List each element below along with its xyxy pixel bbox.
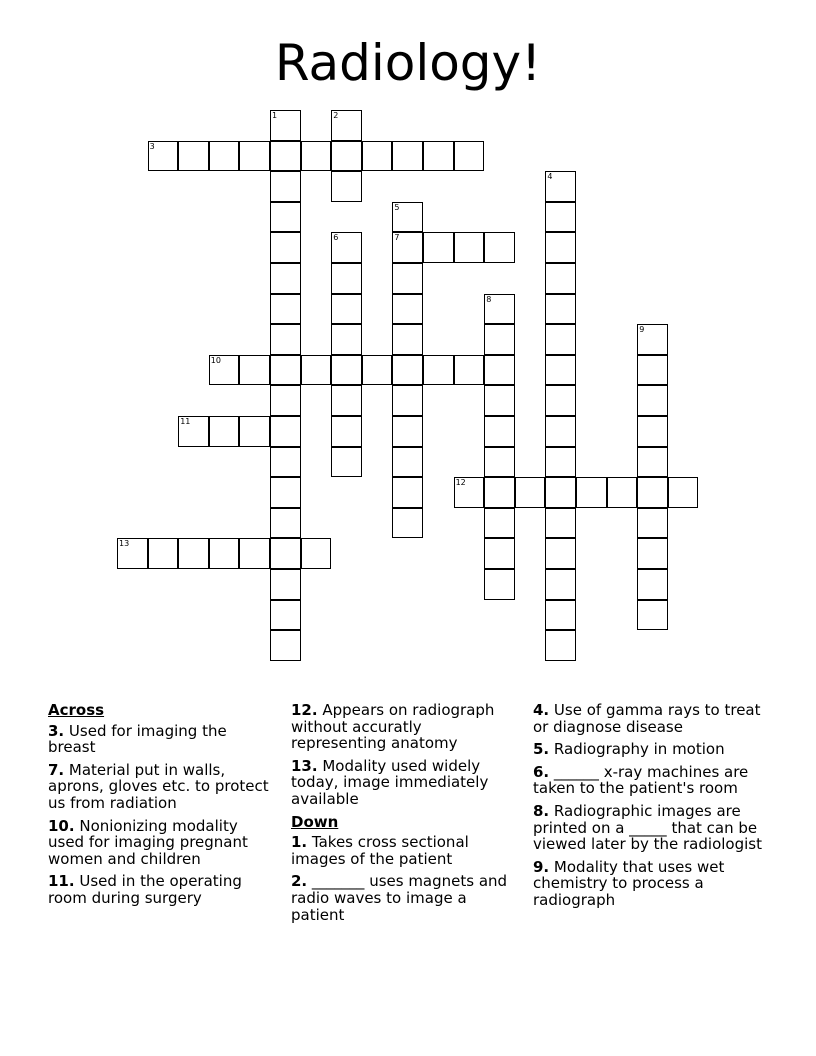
grid-cell[interactable] bbox=[270, 171, 301, 202]
grid-cell[interactable] bbox=[270, 263, 301, 294]
grid-cell[interactable] bbox=[484, 294, 515, 325]
grid-cell[interactable] bbox=[392, 141, 423, 172]
clue-down-4: 4. Use of gamma rays to treat or diagnose disease bbox=[533, 701, 761, 736]
clue-number: 12 bbox=[455, 478, 466, 488]
puzzle-title: Radiology! bbox=[274, 34, 542, 92]
grid-cell[interactable] bbox=[270, 508, 301, 539]
grid-cell[interactable] bbox=[637, 600, 668, 631]
clue-across-10: 10. Nonionizing modality used for imaging pregnant women and children bbox=[48, 816, 248, 868]
grid-cell[interactable] bbox=[239, 538, 270, 569]
grid-cell[interactable] bbox=[392, 202, 423, 233]
grid-cell[interactable] bbox=[392, 294, 423, 325]
grid-cell[interactable] bbox=[331, 294, 362, 325]
clue-down-9: 9. Modality that uses wet chemistry to process a radiograph bbox=[533, 857, 725, 909]
grid-cell[interactable] bbox=[331, 263, 362, 294]
grid-cell[interactable] bbox=[392, 447, 423, 478]
grid-cell[interactable] bbox=[117, 538, 148, 569]
clue-number: 13 bbox=[119, 539, 130, 549]
grid-cell[interactable] bbox=[423, 232, 454, 263]
clue-down-6: 6. ______ x-ray machines are taken to the patient's room bbox=[533, 762, 749, 798]
clue-number: 11 bbox=[180, 417, 191, 426]
grid-cell[interactable] bbox=[270, 232, 301, 263]
grid-cell[interactable] bbox=[301, 355, 332, 386]
grid-cell[interactable] bbox=[454, 477, 485, 508]
clue-number: 2 bbox=[333, 111, 339, 120]
grid-cell[interactable] bbox=[545, 569, 576, 600]
grid-cell[interactable] bbox=[331, 416, 362, 447]
grid-cell[interactable] bbox=[545, 508, 576, 539]
grid-cell[interactable] bbox=[331, 447, 362, 478]
clue-number: 8 bbox=[486, 294, 492, 304]
grid-cell[interactable] bbox=[301, 141, 332, 172]
grid-cell[interactable] bbox=[239, 355, 270, 386]
grid-cell[interactable] bbox=[454, 141, 485, 172]
grid-cell[interactable] bbox=[545, 171, 576, 202]
grid-cell[interactable] bbox=[331, 141, 362, 172]
grid-cell[interactable] bbox=[576, 477, 607, 508]
grid-cell[interactable] bbox=[454, 355, 485, 386]
clue-across-12: 12. Appears on radiograph without accuratly representing anatomy bbox=[291, 701, 495, 753]
grid-cell[interactable] bbox=[392, 232, 423, 263]
grid-cell[interactable] bbox=[270, 630, 301, 661]
grid-cell[interactable] bbox=[423, 355, 454, 386]
grid-cell[interactable] bbox=[484, 355, 515, 386]
grid-cell[interactable] bbox=[392, 324, 423, 355]
grid-cell[interactable] bbox=[270, 355, 301, 386]
grid-cell[interactable] bbox=[515, 477, 546, 508]
grid-cell[interactable] bbox=[270, 447, 301, 478]
grid-cell[interactable] bbox=[178, 538, 209, 569]
grid-cell[interactable] bbox=[423, 141, 454, 172]
grid-cell[interactable] bbox=[270, 294, 301, 325]
grid-cell[interactable] bbox=[331, 324, 362, 355]
clues-column-3 bbox=[533, 702, 763, 915]
clue-down-5: 5. Radiography in motion bbox=[533, 740, 725, 759]
grid-cell[interactable] bbox=[178, 416, 209, 447]
grid-cell[interactable] bbox=[209, 141, 240, 172]
grid-cell[interactable] bbox=[454, 232, 485, 263]
grid-cell[interactable] bbox=[545, 447, 576, 478]
grid-cell[interactable] bbox=[607, 477, 638, 508]
grid-cell[interactable] bbox=[545, 324, 576, 355]
grid-cell[interactable] bbox=[392, 385, 423, 416]
grid-cell[interactable] bbox=[637, 477, 668, 508]
grid-cell[interactable] bbox=[484, 385, 515, 416]
grid-cell[interactable] bbox=[545, 477, 576, 508]
grid-cell[interactable] bbox=[362, 355, 393, 386]
grid-cell[interactable] bbox=[484, 447, 515, 478]
grid-cell[interactable] bbox=[331, 355, 362, 386]
grid-cell[interactable] bbox=[484, 569, 515, 600]
clue-number: 5 bbox=[394, 202, 400, 212]
grid-cell[interactable] bbox=[637, 355, 668, 386]
clue-across-13: 13. Modality used widely today, image immediately available bbox=[291, 756, 489, 808]
grid-cell[interactable] bbox=[239, 141, 270, 172]
grid-cell[interactable] bbox=[545, 294, 576, 325]
clue-number: 3 bbox=[149, 141, 155, 151]
grid-cell[interactable] bbox=[209, 538, 240, 569]
clue-across-7: 7. Material put in walls, aprons, gloves etc. to protect us from radiation bbox=[48, 760, 269, 812]
grid-cell[interactable] bbox=[484, 538, 515, 569]
grid-cell[interactable] bbox=[239, 416, 270, 447]
grid-cell[interactable] bbox=[392, 355, 423, 386]
grid-cell[interactable] bbox=[637, 385, 668, 416]
clue-down-2: 2. _______ uses magnets and radio waves to image a patient bbox=[291, 872, 508, 924]
grid-cell[interactable] bbox=[637, 569, 668, 600]
clue-number: 6 bbox=[333, 233, 339, 243]
grid-cell[interactable] bbox=[392, 508, 423, 539]
grid-cell[interactable] bbox=[270, 141, 301, 172]
clue-number: 9 bbox=[639, 325, 645, 335]
down-heading: Down bbox=[291, 812, 339, 831]
grid-cell[interactable] bbox=[331, 171, 362, 202]
grid-cell[interactable] bbox=[362, 141, 393, 172]
grid-cell[interactable] bbox=[545, 202, 576, 233]
grid-cell[interactable] bbox=[637, 324, 668, 355]
grid-cell[interactable] bbox=[331, 232, 362, 263]
grid-cell[interactable] bbox=[637, 416, 668, 447]
grid-cell[interactable] bbox=[270, 324, 301, 355]
clue-number: 1 bbox=[272, 111, 278, 120]
grid-cell[interactable] bbox=[545, 263, 576, 294]
grid-cell[interactable] bbox=[331, 110, 362, 141]
clue-down-1: 1. Takes cross sectional images of the patient bbox=[291, 833, 469, 868]
grid-cell[interactable] bbox=[270, 385, 301, 416]
grid-cell[interactable] bbox=[637, 508, 668, 539]
grid-cell[interactable] bbox=[301, 538, 332, 569]
grid-cell[interactable] bbox=[484, 477, 515, 508]
grid-cell[interactable] bbox=[637, 538, 668, 569]
grid-cell[interactable] bbox=[209, 416, 240, 447]
clue-number: 4 bbox=[547, 172, 553, 182]
clue-across-11: 11. Used in the operating room during surgery bbox=[48, 872, 242, 907]
clues-column-1 bbox=[48, 702, 273, 913]
grid-cell[interactable] bbox=[270, 600, 301, 631]
grid-cell[interactable] bbox=[484, 508, 515, 539]
grid-cell[interactable] bbox=[209, 355, 240, 386]
grid-cell[interactable] bbox=[270, 477, 301, 508]
grid-cell[interactable] bbox=[637, 447, 668, 478]
grid-cell[interactable] bbox=[148, 538, 179, 569]
grid-cell[interactable] bbox=[392, 477, 423, 508]
clue-down-8: 8. Radiographic images are printed on a _____ that can be viewed later by the radiologist bbox=[533, 801, 762, 854]
grid-cell[interactable] bbox=[178, 141, 209, 172]
grid-cell[interactable] bbox=[545, 538, 576, 569]
clue-across-3: 3. Used for imaging the breast bbox=[48, 721, 227, 757]
grid-cell[interactable] bbox=[270, 416, 301, 447]
across-heading: Across bbox=[48, 701, 105, 719]
grid-cell[interactable] bbox=[392, 416, 423, 447]
grid-cell[interactable] bbox=[270, 569, 301, 600]
grid-cell[interactable] bbox=[545, 355, 576, 386]
grid-cell[interactable] bbox=[545, 630, 576, 661]
clues-column-2 bbox=[291, 702, 516, 929]
clue-number: 10 bbox=[210, 355, 221, 365]
grid-cell[interactable] bbox=[331, 385, 362, 416]
grid-cell[interactable] bbox=[270, 538, 301, 569]
grid-cell[interactable] bbox=[484, 232, 515, 263]
grid-cell[interactable] bbox=[545, 600, 576, 631]
grid-cell[interactable] bbox=[148, 141, 179, 172]
grid-cell[interactable] bbox=[668, 477, 699, 508]
grid-cell[interactable] bbox=[270, 202, 301, 233]
grid-cell[interactable] bbox=[270, 110, 301, 141]
grid-cell[interactable] bbox=[545, 232, 576, 263]
grid-cell[interactable] bbox=[484, 324, 515, 355]
grid-cell[interactable] bbox=[484, 416, 515, 447]
grid-cell[interactable] bbox=[545, 416, 576, 447]
grid-cell[interactable] bbox=[392, 263, 423, 294]
grid-cell[interactable] bbox=[545, 385, 576, 416]
clue-number: 7 bbox=[394, 233, 400, 243]
